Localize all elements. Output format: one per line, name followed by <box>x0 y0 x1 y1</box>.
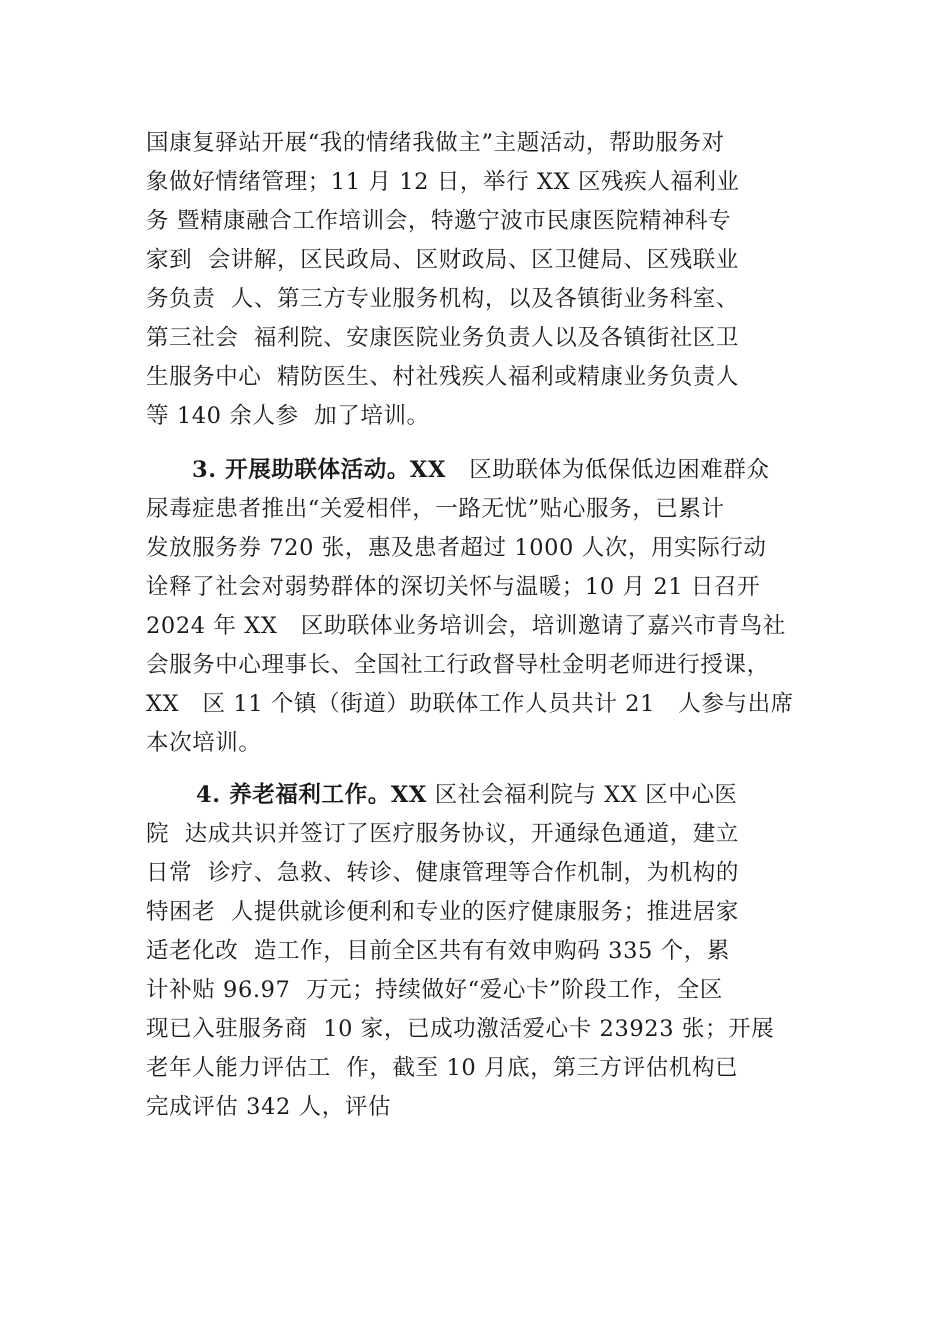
text-line: 本次培训。 <box>146 730 262 756</box>
section-heading: 3. 开展助联体活动。XX <box>192 457 447 483</box>
text-line: XX 区 11 个镇（街道）助联体工作人员共计 21 人参与出席 <box>146 691 794 717</box>
text-line: 发放服务券 720 张，惠及患者超过 1000 人次，用实际行动 <box>146 535 767 561</box>
heading-continuation: 区助联体为低保低边困难群众 <box>446 457 770 483</box>
text-line: 现已入驻服务商 10 家，已成功激活爱心卡 23923 张；开展 <box>146 1016 775 1042</box>
text-line: 诠释了社会对弱势群体的深切关怀与温暖；10 月 21 日召开 <box>146 574 761 600</box>
text-line: 第三社会 福利院、安康医院业务负责人以及各镇街社区卫 <box>146 325 740 351</box>
text-line: 国康复驿站开展“我的情绪我做主”主题活动，帮助服务对 <box>146 130 725 156</box>
text-line: 院 达成共识并签订了医疗服务协议，开通绿色通道，建立 <box>146 821 740 847</box>
text-line: 务 暨精康融合工作培训会，特邀宁波市民康医院精神科专 <box>146 208 732 234</box>
text-line: 务负责 人、第三方专业服务机构，以及各镇街业务科室、 <box>146 286 740 312</box>
text-line: 会服务中心理事长、全国社工行政督导杜金明老师进行授课， <box>146 652 770 678</box>
section-heading: 4. 养老福利工作。XX <box>196 782 427 808</box>
text-line: 完成评估 342 人，评估 <box>146 1094 392 1120</box>
text-line-first <box>146 776 836 815</box>
text-line: 老年人能力评估工 作，截至 10 月底，第三方评估机构已 <box>146 1055 739 1081</box>
text-line: 计补贴 96.97 万元；持续做好“爱心卡”阶段工作，全区 <box>146 977 723 1003</box>
text-line: 2024 年 XX 区助联体业务培训会，培训邀请了嘉兴市青鸟社 <box>146 613 786 639</box>
text-line: 日常 诊疗、急救、转诊、健康管理等合作机制，为机构的 <box>146 860 740 886</box>
text-line: 适老化改 造工作，目前全区共有有效申购码 335 个，累 <box>146 938 730 964</box>
text-line: 等 140 余人参 加了培训。 <box>146 403 430 429</box>
text-line: 家到 会讲解，区民政局、区财政局、区卫健局、区残联业 <box>146 247 740 273</box>
paragraph-1 <box>146 124 836 436</box>
text-line: 象做好情绪管理；11 月 12 日，举行 XX 区残疾人福利业 <box>146 169 740 195</box>
text-line: 尿毒症患者推出“关爱相伴，一路无忧”贴心服务，已累计 <box>146 496 725 522</box>
text-line: 特困老 人提供就诊便利和专业的医疗健康服务；推进居家 <box>146 899 740 925</box>
paragraph-2 <box>146 451 836 763</box>
heading-continuation: 区社会福利院与 XX 区中心医 <box>426 782 738 808</box>
text-line-first <box>146 451 836 490</box>
text-line: 生服务中心 精防医生、村社残疾人福利或精康业务负责人 <box>146 364 740 390</box>
paragraph-3 <box>146 776 836 1127</box>
